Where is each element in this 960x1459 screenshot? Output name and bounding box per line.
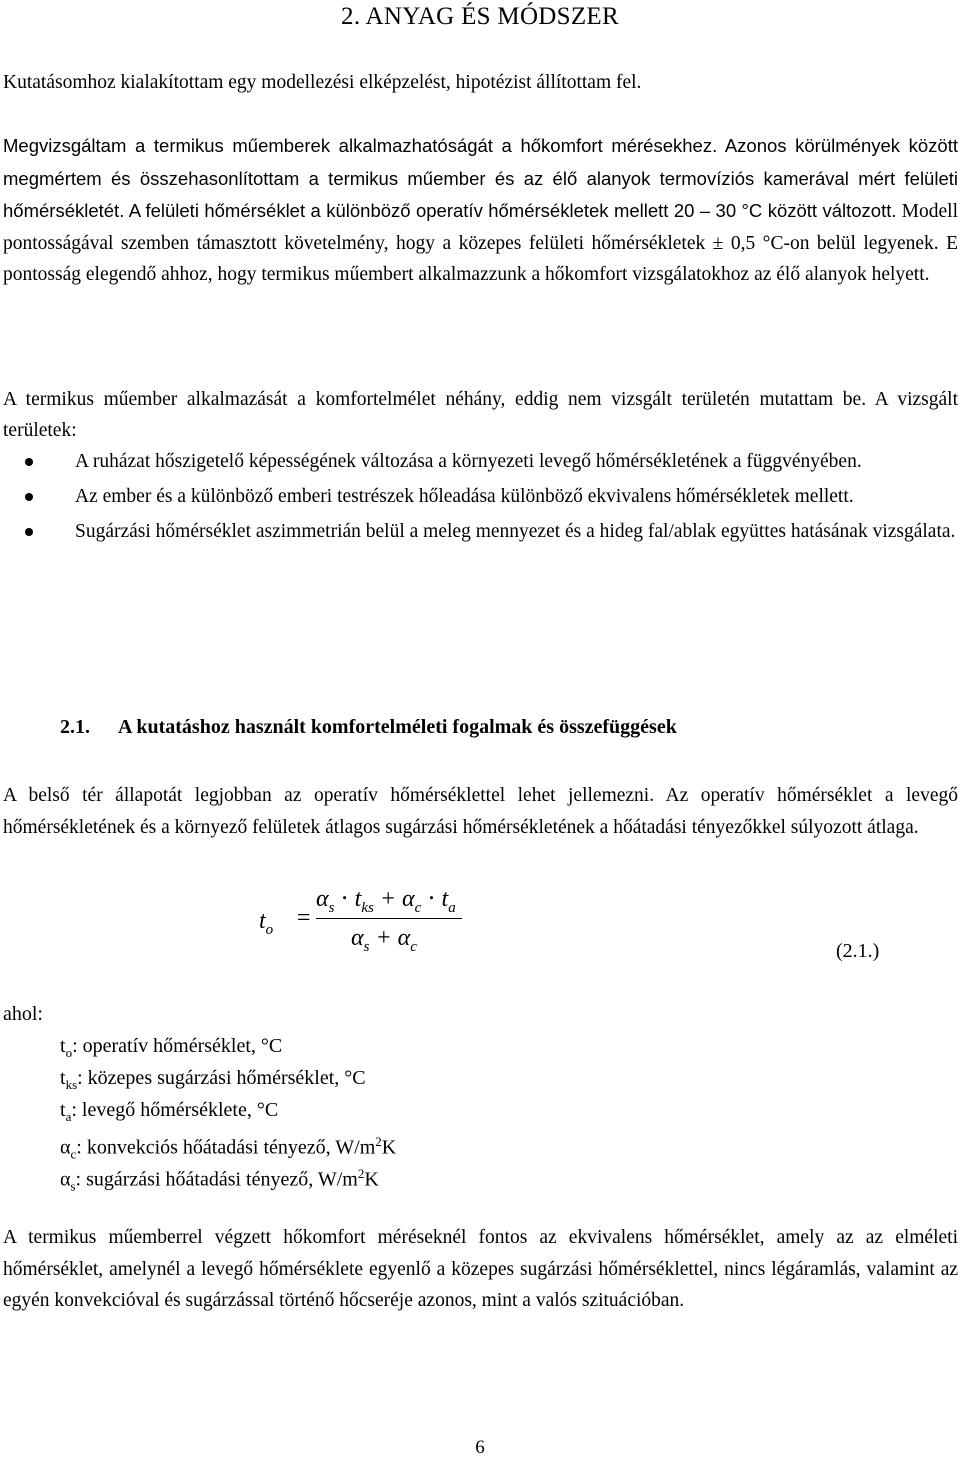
paragraph-methods-end: Modell pontosságával szemben támasztott követelmény, hogy a közepes felületi hőmérsékletek ± 0,5 °C-on belül legyenek. E pontosság elegendő ahhoz, hogy termikus műembert alkalmazzunk a hőkomfort vizsgálatokhoz az élő alanyok helyett.	[3, 201, 959, 285]
areas-list	[3, 446, 958, 551]
definition-item: $\alpha_c$: konvekciós hőátadási tényező, $W/m^2K$	[60, 1134, 397, 1162]
bullet-icon	[25, 528, 33, 536]
section-title: A kutatáshoz használt komfortelméleti fogalmak és összefüggések	[118, 716, 677, 738]
section-heading	[60, 716, 677, 739]
list-item: A ruházat hőszigetelő képességének változása a környezeti levegő hőmérsékletének a függvényében.	[3, 446, 958, 478]
chapter-heading: 2. ANYAG ÉS MÓDSZER	[341, 3, 619, 30]
paragraph-methods-start: Megvizsgáltam a termikus műemberek alkalmazhatóságát a hőkomfort mérésekhez. Azonos körülmények között megmértem és összehasonlítottam a termikus műember és az élő alanyok termovíziós kamerával mért felületi hőmérsékletét. A felületi hőmérséklet a különböző operatív hőmérsékletek mellett 20 – 30 °C között változott.	[3, 135, 958, 221]
bullet-icon	[25, 458, 33, 466]
paragraph-equivalent: A termikus műemberrel végzett hőkomfort méréseknél fontos az ekvivalens hőmérséklet, amely az az elméleti hőmérséklet, amelynél a levegő hőmérséklete egyenlő a közepes sugárzási hőmérséklettel, nincs légáramlás, valamint az egyén konvekcióval és sugárzással történő hőcseréje azonos, mint a valós szituációban.	[3, 1227, 958, 1311]
symbol-definitions	[60, 1030, 397, 1194]
bullet-icon	[25, 493, 33, 501]
definition-item: $t_o$: operatív hőmérséklet, °C	[60, 1035, 283, 1060]
operative-temperature-formula	[256, 880, 496, 960]
intro-paragraph: Kutatásomhoz kialakítottam egy modellezési elképzelést, hipotézist állítottam fel.	[3, 72, 642, 93]
definition-item: $t_a$: levegő hőmérséklete, °C	[60, 1099, 279, 1124]
list-item: Sugárzási hőmérséklet aszimmetrián belül a meleg mennyezet és a hideg fal/ablak együttes hatásának vizsgálata.	[3, 516, 958, 548]
paragraph-areas: A termikus műember alkalmazását a komfortelmélet néhány, eddig nem vizsgált területén mutattam be. A vizsgált területek:	[3, 389, 958, 441]
definition-item: $\alpha_s$: sugárzási hőátadási tényező, $W/m^2K$	[60, 1166, 379, 1194]
paragraph-operative: A belső tér állapotát legjobban az operatív hőmérséklettel lehet jellemezni. Az operatív hőmérséklet a levegő hőmérsékletének és a környező felületek átlagos sugárzási hőmérsékletének a hőátadási tényezőkkel súlyozott átlaga.	[3, 785, 958, 838]
paragraph-methods	[3, 130, 958, 291]
formula-denominator: $\alpha_s + \alpha_c$	[351, 925, 417, 955]
fraction-bar	[316, 918, 462, 919]
definition-item: $t_{ks}$: közepes sugárzási hőmérséklet, °C	[60, 1067, 366, 1092]
formula-numerator: $\alpha_s \cdot t_{ks} + \alpha_c \cdot t_a$	[316, 886, 456, 916]
page-number: 6	[475, 1437, 485, 1458]
formula-equals: =	[297, 905, 311, 931]
where-label: ahol:	[3, 1003, 43, 1025]
equation-number: (2.1.)	[836, 940, 880, 962]
list-item: Az ember és a különböző emberi testrészek hőleadása különböző ekvivalens hőmérsékletek mellett.	[3, 481, 958, 513]
formula-lhs: $t_o$	[259, 908, 274, 938]
section-number: 2.1.	[60, 716, 90, 738]
